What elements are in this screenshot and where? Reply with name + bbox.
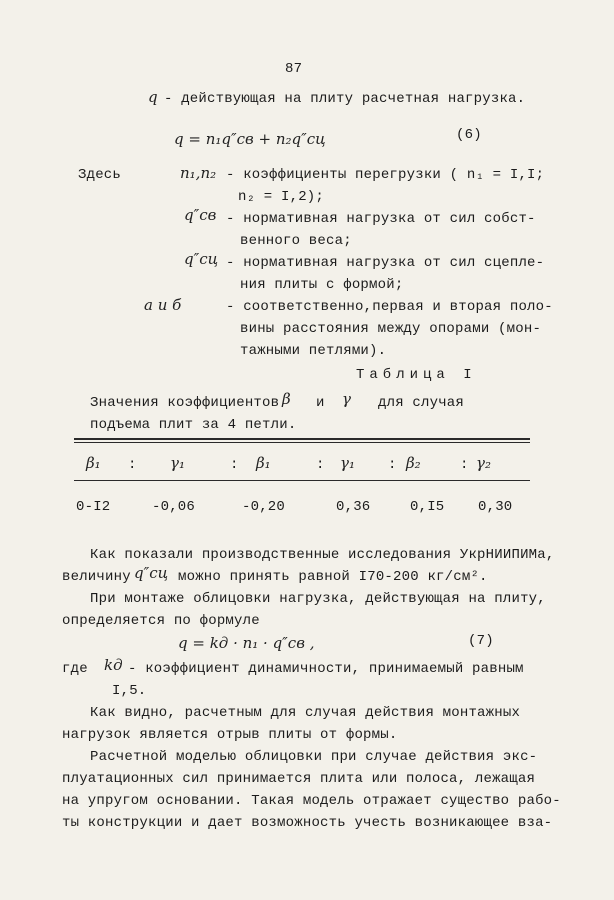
def-symbol-n: n₁,n₂ <box>180 164 217 182</box>
where-label: Здесь <box>78 167 122 183</box>
table-title: Таблица I <box>356 367 477 383</box>
table-caption-line2: подъема плит за 4 петли. <box>90 417 297 433</box>
paragraph-line: Как видно, расчетным для случая действия монтажных <box>90 705 521 721</box>
paragraph-line: Как показали производственные исследования УкрНИИПИМа, <box>90 547 555 563</box>
paragraph-line: величину <box>62 569 131 585</box>
table-top-rule <box>74 438 530 440</box>
def-line: венного веса; <box>240 233 352 249</box>
table-header-cell: β₁ <box>256 454 271 472</box>
table-cell: -0,06 <box>152 499 196 515</box>
def-line: - нормативная нагрузка от сил сцепле- <box>226 255 545 271</box>
def-line: - нормативная нагрузка от сил собст- <box>226 211 536 227</box>
paragraph-line: определяется по формуле <box>62 613 260 629</box>
table-separator: : <box>460 457 469 473</box>
table-top-rule-inner <box>74 442 530 443</box>
def-line: n₂ = I,2); <box>238 189 325 205</box>
def-symbol-ab: a и б <box>144 296 182 314</box>
table-separator: : <box>388 457 397 473</box>
def-line: - соответственно,первая и вторая поло- <box>226 299 553 315</box>
table-header-cell: γ₂ <box>476 454 491 472</box>
formula-7-number: (7) <box>468 633 494 649</box>
table-caption: Значения коэффициентов <box>90 395 280 411</box>
def-line: тажными петлями). <box>240 343 387 359</box>
def-symbol-qsv: q″св <box>184 206 217 224</box>
def-symbol-qsc: q″сц <box>184 250 219 268</box>
where-symbol-kd: kд <box>104 656 123 674</box>
caption-and: и <box>316 395 325 411</box>
caption-symbol-gamma: γ <box>342 390 351 408</box>
table-caption: для случая <box>378 395 465 411</box>
caption-symbol-beta: β <box>282 390 291 408</box>
page-number: 87 <box>285 61 303 77</box>
def-line: - коэффициенты перегрузки ( n₁ = I,I; <box>226 167 545 183</box>
where-label-2: где <box>62 661 88 677</box>
intro-line: - действующая на плиту расчетная нагрузка. <box>164 91 526 107</box>
paragraph-line: можно принять равной I70-200 кг/см². <box>178 569 488 585</box>
table-header-cell: γ₁ <box>340 454 355 472</box>
paragraph-line: Расчетной моделью облицовки при случае действия экс- <box>90 749 538 765</box>
table-header-cell: γ₁ <box>170 454 185 472</box>
table-cell: 0-I2 <box>76 499 111 515</box>
paragraph-line: I,5. <box>112 683 147 699</box>
table-header-cell: β₂ <box>406 454 421 472</box>
paragraph-line: плуатационных сил принимается плита или полоса, лежащая <box>62 771 536 787</box>
table-header-rule <box>74 480 530 481</box>
table-separator: : <box>128 457 137 473</box>
table-separator: : <box>230 457 239 473</box>
table-separator: : <box>316 457 325 473</box>
paragraph-line: - коэффициент динамичности, принимаемый равным <box>128 661 524 677</box>
paragraph-symbol-qsc: q″сц <box>134 564 169 582</box>
table-cell: 0,30 <box>478 499 513 515</box>
paragraph-line: При монтаже облицовки нагрузка, действующая на плиту, <box>90 591 546 607</box>
def-line: ния плиты с формой; <box>240 277 404 293</box>
formula-6: q = n₁q″св + n₂q″сц <box>174 130 326 148</box>
paragraph-line: нагрузок является отрыв плиты от формы. <box>62 727 398 743</box>
table-cell: 0,36 <box>336 499 371 515</box>
paragraph-line: на упругом основании. Такая модель отражает существо рабо- <box>62 793 561 809</box>
formula-7: q = kд · n₁ · q″св , <box>178 634 315 652</box>
intro-symbol: q <box>148 88 158 106</box>
table-cell: 0,I5 <box>410 499 445 515</box>
def-line: вины расстояния между опорами (мон- <box>240 321 542 337</box>
table-header-cell: β₁ <box>86 454 101 472</box>
paragraph-line: ты конструкции и дает возможность учесть возникающее вза- <box>62 815 553 831</box>
formula-6-number: (6) <box>456 127 482 143</box>
table-cell: -0,20 <box>242 499 286 515</box>
